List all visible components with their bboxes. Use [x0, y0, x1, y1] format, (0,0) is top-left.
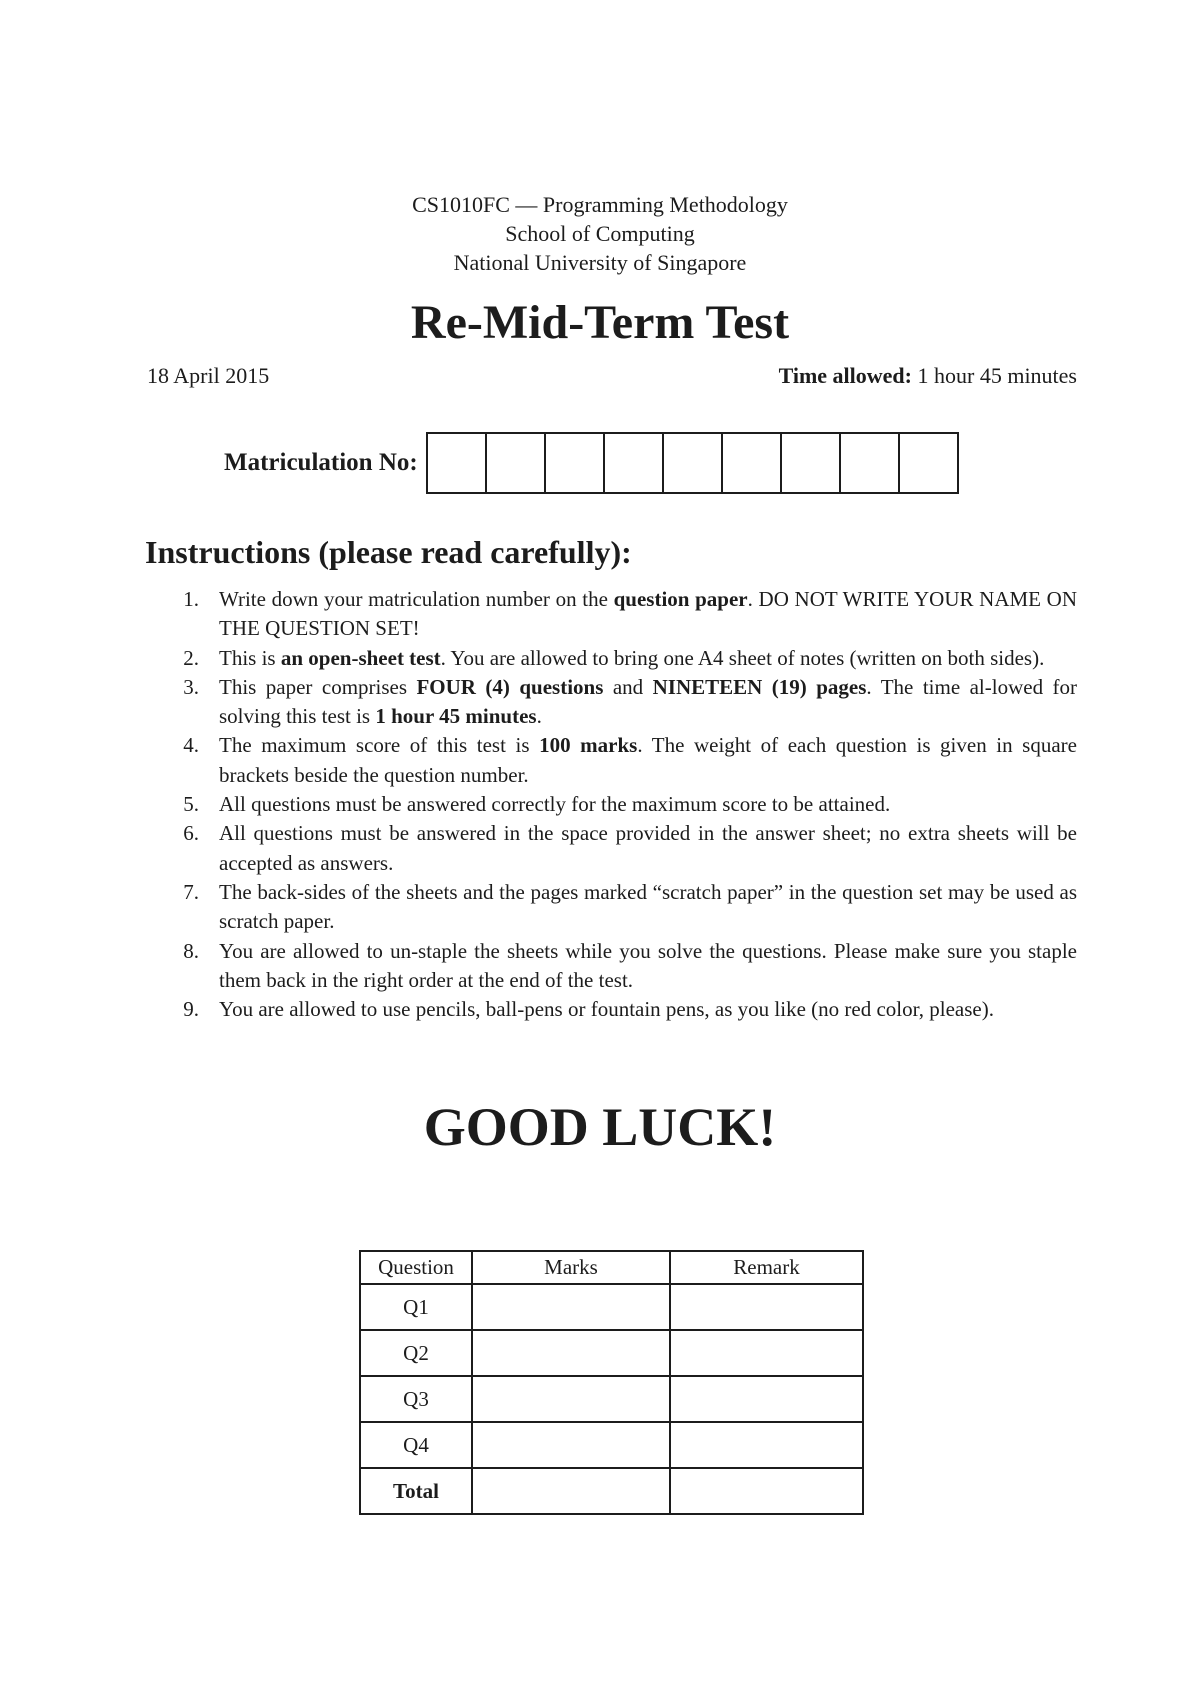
- instruction-emphasis: FOUR (4) questions: [416, 674, 604, 699]
- question-label: Q3: [360, 1376, 472, 1422]
- instruction-text: The maximum score of this test is: [219, 733, 540, 758]
- course-header: [0, 190, 1200, 277]
- instruction-text: All questions must be answered in the space provided in the answer sheet; no extra sheets will be accepted as answers.: [219, 821, 1077, 875]
- matriculation-box[interactable]: [428, 434, 487, 492]
- instruction-item: [156, 673, 1077, 732]
- table-row: [360, 1376, 863, 1422]
- instruction-emphasis: 100 marks: [539, 733, 638, 758]
- matriculation-box[interactable]: [487, 434, 546, 492]
- university-name: National University of Singapore: [453, 250, 747, 275]
- instruction-item: [156, 937, 1077, 996]
- instruction-text: . You are allowed to bring one A4 sheet of notes (written on both sides).: [440, 645, 1045, 670]
- header-remark: Remark: [670, 1251, 863, 1284]
- instruction-text: This paper comprises: [219, 674, 417, 699]
- remark-cell[interactable]: [670, 1422, 863, 1468]
- instruction-number: 6.: [183, 821, 199, 846]
- instruction-number: 8.: [183, 938, 199, 963]
- table-row: [360, 1422, 863, 1468]
- marks-cell[interactable]: [472, 1468, 670, 1514]
- marks-table-body: [360, 1284, 863, 1514]
- exam-date: 18 April 2015: [147, 363, 270, 388]
- instruction-text: This is: [219, 645, 281, 670]
- remark-cell[interactable]: [670, 1468, 863, 1514]
- instruction-item: [156, 644, 1077, 673]
- marks-table: [359, 1250, 864, 1515]
- total-label: Total: [360, 1468, 472, 1514]
- instruction-number: 5.: [183, 792, 199, 817]
- instruction-number: 3.: [183, 674, 199, 699]
- instruction-text: . The time al-lowed for solving this test is: [219, 674, 1078, 729]
- instructions-heading: Instructions (please read carefully):: [145, 534, 632, 570]
- instruction-item: [156, 585, 1077, 644]
- marks-cell[interactable]: [472, 1330, 670, 1376]
- matriculation-box[interactable]: [900, 434, 957, 492]
- marks-cell[interactable]: [472, 1376, 670, 1422]
- instruction-text: You are allowed to use pencils, ball-pens or fountain pens, as you like (no red color, please).: [219, 997, 994, 1022]
- instruction-emphasis: NINETEEN (19) pages: [652, 674, 867, 699]
- matriculation-label: Matriculation No:: [224, 449, 418, 476]
- marks-cell[interactable]: [472, 1422, 670, 1468]
- instruction-number: 1.: [183, 587, 199, 611]
- course-name: CS1010FC — Programming Methodology: [412, 192, 788, 217]
- matriculation-box[interactable]: [782, 434, 841, 492]
- instruction-text: All questions must be answered correctly for the maximum score to be attained.: [219, 792, 891, 817]
- marks-table-header: [360, 1251, 863, 1284]
- instruction-text: Write down your matriculation number on the: [219, 587, 614, 611]
- table-row: [360, 1330, 863, 1376]
- matriculation-box[interactable]: [605, 434, 664, 492]
- instructions-list: [156, 585, 1077, 1024]
- table-row: [360, 1284, 863, 1330]
- instruction-number: 9.: [183, 997, 199, 1022]
- marks-cell[interactable]: [472, 1284, 670, 1330]
- remark-cell[interactable]: [670, 1284, 863, 1330]
- instruction-number: 4.: [183, 733, 199, 758]
- matriculation-field: [224, 432, 959, 494]
- instruction-item: [156, 819, 1077, 878]
- page-title: Re-Mid-Term Test: [410, 296, 790, 349]
- instruction-item: [156, 995, 1077, 1024]
- instruction-text: and: [603, 674, 653, 699]
- instruction-item: [156, 731, 1077, 790]
- total-row: [360, 1468, 863, 1514]
- time-allowed: [779, 362, 1077, 390]
- instruction-number: 7.: [183, 879, 199, 904]
- header-question: Question: [360, 1251, 472, 1284]
- matriculation-box[interactable]: [546, 434, 605, 492]
- instruction-emphasis: an open-sheet test: [280, 645, 441, 670]
- instruction-emphasis: question paper: [613, 587, 748, 611]
- time-allowed-value: 1 hour 45 minutes: [912, 363, 1077, 388]
- matriculation-box[interactable]: [723, 434, 782, 492]
- instruction-text: . The weight of each question is given in square brackets beside the question number.: [219, 733, 1077, 787]
- good-luck-text: GOOD LUCK!: [423, 1097, 777, 1157]
- instruction-number: 2.: [183, 645, 199, 670]
- instruction-text: The back-sides of the sheets and the pages marked “scratch paper” in the question set may be used as scratch paper.: [219, 879, 1077, 934]
- school-name: School of Computing: [505, 221, 695, 246]
- header-marks: Marks: [472, 1251, 670, 1284]
- instruction-emphasis: 1 hour 45 minutes: [375, 704, 537, 729]
- question-label: Q1: [360, 1284, 472, 1330]
- question-label: Q4: [360, 1422, 472, 1468]
- instruction-item: [156, 878, 1077, 937]
- matriculation-box[interactable]: [841, 434, 900, 492]
- instruction-item: [156, 790, 1077, 819]
- instruction-text: . DO NOT WRITE YOUR NAME ON THE QUESTION SET!: [219, 587, 1077, 641]
- matriculation-box[interactable]: [664, 434, 723, 492]
- remark-cell[interactable]: [670, 1330, 863, 1376]
- time-allowed-label: Time allowed:: [778, 363, 912, 388]
- remark-cell[interactable]: [670, 1376, 863, 1422]
- matriculation-boxes: [426, 432, 959, 494]
- question-label: Q2: [360, 1330, 472, 1376]
- instruction-text: .: [536, 704, 542, 729]
- instruction-text: You are allowed to un-staple the sheets while you solve the questions. Please make sure you staple them back in the right order at the end of the test.: [219, 938, 1077, 992]
